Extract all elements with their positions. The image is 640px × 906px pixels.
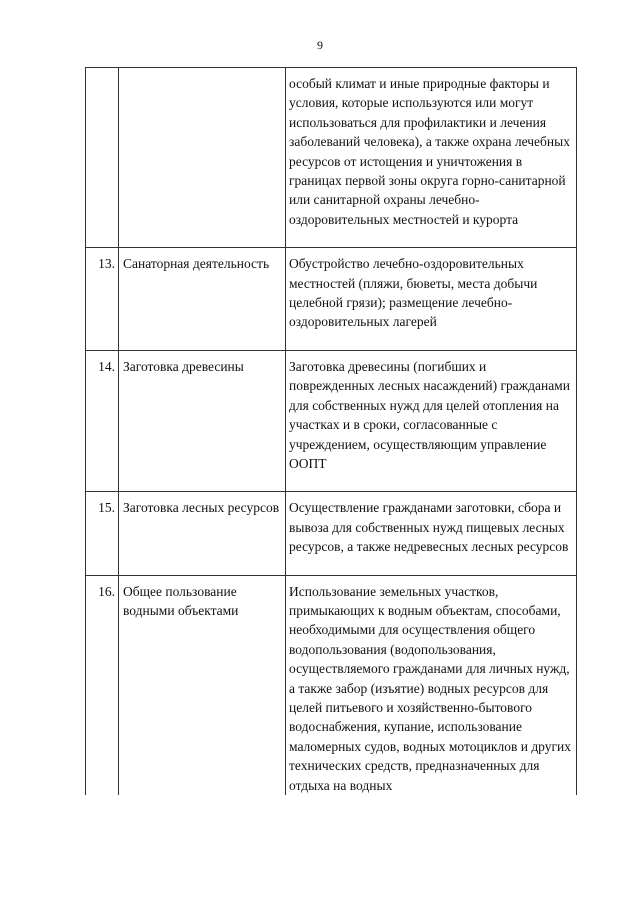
table-row [86,68,577,248]
regime-table [85,67,577,795]
row-number: 16. [86,575,119,795]
table-row [86,350,577,491]
activity-name: Заготовка лесных ресурсов [119,492,286,575]
row-number: 13. [86,248,119,351]
activity-description: особый климат и иные природные факторы и условия, которые используются или могут использоваться для профилактики и лечения заболеваний человека), а также охрана лечебных ресурсов от истощения и уничтожения в границах первой зоны округа горно-санитарной или санитарной охраны лечебно-оздоровительных местностей и курорта [286,68,577,248]
table-row [86,492,577,575]
row-number: 15. [86,492,119,575]
row-number [86,68,119,248]
activity-description: Обустройство лечебно-оздоровительных местностей (пляжи, бюветы, места добычи целебной грязи); размещение лечебно-оздоровительных лагерей [286,248,577,351]
activity-name: Заготовка древесины [119,350,286,491]
activity-description: Заготовка древесины (погибших и поврежденных лесных насаждений) гражданами для собственных нужд для целей отопления на участках и в сроки, согласованные с учреждением, осуществляющим управление ООПТ [286,350,577,491]
activity-name [119,68,286,248]
page-number: 9 [317,38,323,52]
activity-description: Использование земельных участков, примыкающих к водным объектам, способами, необходимыми для осуществления общего водопользования (водопользования, осуществляемого гражданами для личных нужд, а также забор (изъятие) водных ресурсов для целей питьевого и хозяйственно-бытового водоснабжения, купание, использование маломерных судов, водных мотоциклов и других технических средств, предназначенных для отдыха на водных [286,575,577,795]
activity-description: Осуществление гражданами заготовки, сбора и вывоза для собственных нужд пищевых лесных ресурсов, а также недревесных лесных ресурсов [286,492,577,575]
activity-name: Общее пользование водными объектами [119,575,286,795]
activity-name: Санаторная деятельность [119,248,286,351]
table-row [86,575,577,795]
table-row [86,248,577,351]
row-number: 14. [86,350,119,491]
